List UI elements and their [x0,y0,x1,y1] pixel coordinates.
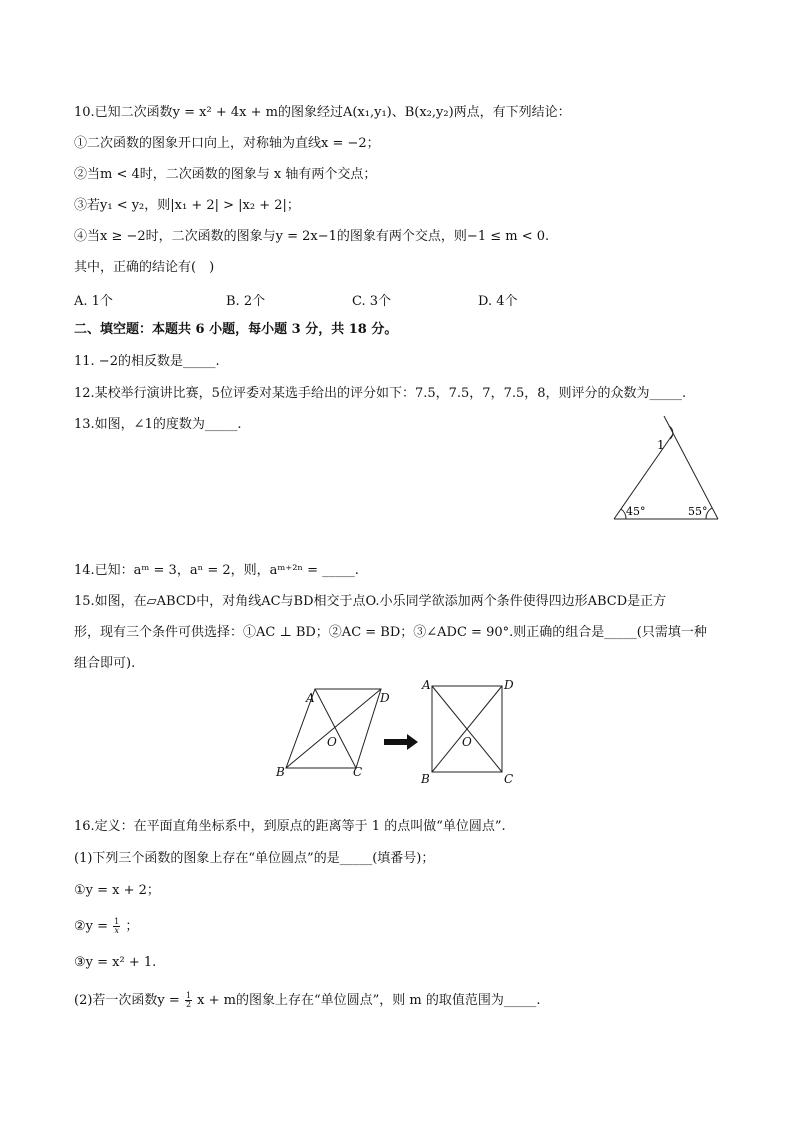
para-label-d: D [380,691,390,705]
choice-d[interactable]: D. 4个 [478,294,518,309]
choice-b[interactable]: B. 2个 [226,294,266,309]
angle-label-55: 55° [688,505,708,518]
choice-c[interactable]: C. 3个 [352,294,392,309]
q15-line-3: 组合即可). [74,656,136,671]
angle-label-1: 1 [657,438,665,452]
triangle-right-side-extended [664,416,718,519]
q16-part-2-suffix: x + m的图象上存在“单位圆点”，则 m 的取值范围为_____. [197,993,541,1008]
q16-definition: 16.定义：在平面直角坐标系中，到原点的距离等于 1 的点叫做“单位圆点”. [74,819,506,834]
square-label-c: C [504,772,514,786]
section-heading-fill-blank: 二、填空题：本题共 6 小题，每小题 3 分，共 18 分。 [74,322,398,337]
parallelogram-diagonal-ac [315,689,356,768]
q11: 11. −2的相反数是_____. [74,354,220,369]
q10-statement-2: ②当m < 4时，二次函数的图象与 x 轴有两个交点； [74,167,377,182]
q13-text: 13.如图，∠1的度数为_____. [74,417,242,432]
para-label-a: A [306,691,315,705]
square-label-o: O [462,735,472,749]
q15-line-2: 形，现有三个条件可供选择：①AC ⊥ BD；②AC = BD；③∠ADC = 90°.则正确的组合是_____(只需填一种 [74,625,707,640]
square-label-b: B [421,772,430,786]
q10-statement-4: ④当x ≥ −2时，二次函数的图象与y = 2x−1的图象有两个交点，则−1 ≤ m < 0. [74,229,550,244]
fraction-numerator: 1 [185,991,192,1000]
angle-label-45: 45° [626,505,646,518]
q16-option-1: ①y = x + 2； [74,883,160,898]
right-arrow-icon [384,734,418,750]
q16-option-2-suffix: ； [125,919,139,934]
q16-part-1: (1)下列三个函数的图象上存在“单位圆点”的是_____(填番号)； [74,851,435,866]
square-label-d: D [504,680,514,692]
para-label-o: O [327,735,337,749]
q10-stem: 10.已知二次函数y = x² + 4x + m的图象经过A(x₁,y₁)、B(x₂,y₂)两点，有下列结论： [74,105,571,120]
q16-option-3: ③y = x² + 1. [74,955,157,970]
para-label-c: C [353,765,363,779]
q16-part-2 [74,992,541,1010]
q10-statement-1: ①二次函数的图象开口向上，对称轴为直线x = −2； [74,136,380,151]
q16-option-2 [74,918,138,936]
q10-statement-3: ③若y₁ < y₂，则|x₁ + 2| > |x₂ + 2|； [74,198,300,213]
square-label-a: A [422,680,431,692]
fraction-numerator: 1 [114,917,120,926]
q12: 12.某校举行演讲比赛，5位评委对某选手给出的评分如下：7.5，7.5，7，7.5，8，则评分的众数为_____. [74,386,687,401]
fraction-one-over-x [113,918,120,935]
q13-triangle-figure [606,412,730,526]
q16-option-2-prefix: ②y = [74,919,109,934]
q10-ask: 其中，正确的结论有( ) [74,260,215,275]
fraction-one-half [185,992,192,1009]
q15-figure [270,680,530,786]
q16-part-2-prefix: (2)若一次函数y = [74,993,180,1008]
choice-a[interactable]: A. 1个 [74,294,113,309]
q14: 14.已知：aᵐ = 3，aⁿ = 2，则，aᵐ⁺²ⁿ = _____. [74,563,359,578]
q10-choices [74,290,734,308]
fraction-denominator: x [114,926,119,935]
q15-line-1: 15.如图，在▱ABCD中，对角线AC与BD相交于点O.小乐同学欲添加两个条件使得四边形ABCD是正方 [74,594,667,609]
fraction-denominator: 2 [185,1000,192,1009]
para-label-b: B [276,765,285,779]
